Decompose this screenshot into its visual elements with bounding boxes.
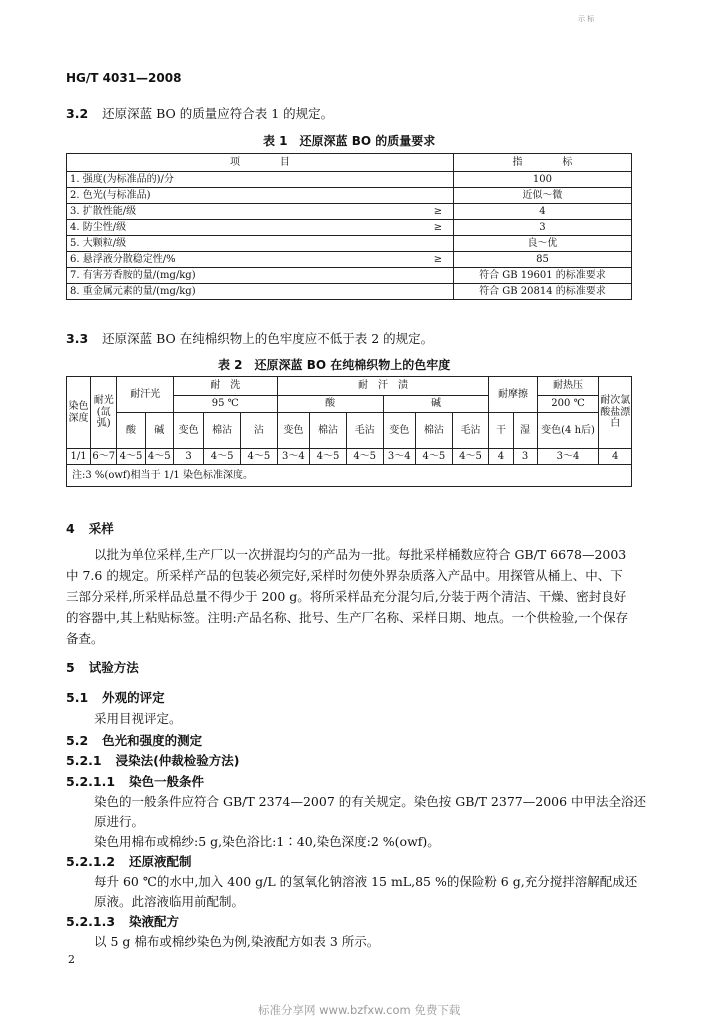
section-number: 3.3	[66, 331, 89, 346]
section-title: 采样	[88, 521, 114, 536]
table-row: 3. 扩散性能/级 ≥ 4	[67, 204, 632, 220]
section-3-3	[66, 329, 433, 347]
sub-wet: 湿	[513, 413, 537, 449]
color-fastness-table	[66, 376, 632, 487]
section-title: 色光和强度的测定	[102, 733, 203, 748]
table-row: 8. 重金属元素的量/(mg/kg) 符合 GB 20814 的标准要求	[67, 284, 632, 300]
section-5-2-1-3-heading	[66, 912, 179, 930]
section-number: 3.2	[66, 106, 89, 121]
quality-requirements-table	[66, 153, 632, 300]
table1-caption: 表 1 还原深蓝 BO 的质量要求	[263, 134, 436, 148]
table-row: 4. 防尘性/级 ≥ 3	[67, 220, 632, 236]
section-5-heading	[66, 658, 139, 676]
paragraph-line: 备查。	[66, 631, 104, 646]
paragraph-line: 的容器中,其上粘贴标签。注明:产品名称、批号、生产厂名称、采样日期、地点。一个供检验,一个保存	[66, 610, 629, 625]
sub-stain-wool: 毛沾	[452, 413, 489, 449]
page-number: 2	[68, 953, 75, 966]
sub-stain-cotton: 棉沾	[310, 413, 347, 449]
section-title: 试验方法	[88, 660, 139, 675]
sub-acid: 酸	[117, 413, 145, 449]
head-perspiration: 耐 汗 渍	[277, 377, 489, 396]
section-4-heading	[66, 519, 114, 537]
paragraph-line: 每升 60 ℃的水中,加入 400 g/L 的氢氧化钠溶液 15 mL,85 %的保险粉 6 g,充分搅拌溶解配成还	[94, 874, 638, 889]
section-5-2-heading	[66, 731, 202, 749]
section-title: 浸染法(仲裁检验方法)	[115, 753, 240, 768]
paragraph-line: 原进行。	[94, 814, 145, 829]
section-title: 外观的评定	[102, 690, 165, 705]
standard-number: HG/T 4031—2008	[66, 71, 182, 85]
sub-alkali: 碱	[145, 413, 173, 449]
head-depth: 染色深度	[67, 377, 91, 449]
sub-dry: 干	[489, 413, 513, 449]
table2-note: 注:3 %(owf)相当于 1/1 染色标准深度。	[67, 465, 632, 487]
head-wash: 耐 洗	[173, 377, 277, 396]
section-number: 5.2.1.1	[66, 774, 116, 789]
head-rubbing: 耐摩擦	[489, 377, 537, 413]
footer-watermark: 标准分享网 www.bzfxw.com 免费下载	[258, 1003, 461, 1017]
section-number: 5.1	[66, 690, 89, 705]
section-5-1-heading	[66, 688, 165, 706]
section-number: 5.2.1	[66, 753, 102, 768]
table-row: 5. 大颗粒/级 良～优	[67, 236, 632, 252]
table-row: 2. 色光(与标准品) 近似～微	[67, 188, 632, 204]
sub-change: 变色	[277, 413, 309, 449]
head-acid: 酸	[277, 396, 383, 413]
paragraph-line: 中 7.6 的规定。所采样产品的包装必须完好,采样时勿使外界杂质落入产品中。用探管从桶上、中、下	[66, 568, 623, 583]
head-hot-press-temp: 200 ℃	[537, 396, 599, 413]
sub-change-4h: 变色(4 h后)	[537, 413, 599, 449]
section-5-2-1-2-heading	[66, 852, 192, 870]
paragraph-line: 三部分采样,所采样品总量不得少于 200 g。将所采样品充分混匀后,分装于两个清洁、干燥、密封良好	[66, 589, 627, 604]
paragraph-line: 以 5 g 棉布或棉纱染色为例,染液配方如表 3 所示。	[94, 934, 380, 949]
section-title: 还原液配制	[129, 854, 192, 869]
table2-caption: 表 2 还原深蓝 BO 在纯棉织物上的色牢度	[218, 358, 451, 372]
table-row: 7. 有害芳香胺的量/(mg/kg) 符合 GB 19601 的标准要求	[67, 268, 632, 284]
sub-stain-wool: 毛沾	[346, 413, 383, 449]
head-light: 耐光(氙弧)	[91, 377, 117, 449]
paragraph-line: 原液。此溶液临用前配制。	[94, 894, 245, 909]
sub-stain: 沾	[240, 413, 277, 449]
section-3-2	[66, 104, 333, 122]
head-sweat-light: 耐汗光	[117, 377, 174, 413]
sub-change: 变色	[383, 413, 415, 449]
section-number: 5	[66, 660, 75, 675]
section-5-2-1-1-heading	[66, 772, 204, 790]
section-text: 还原深蓝 BO 在纯棉织物上的色牢度应不低于表 2 的规定。	[102, 331, 434, 346]
head-hypochlorite: 耐次氯酸盐漂白	[599, 377, 632, 449]
table-row: 1/1 6～7 4～5 4～5 3 4～5 4～5 3～4 4～5 4～5 3～4 4～5 4～5 4 3 3～4 4	[67, 449, 632, 465]
head-hot-press: 耐热压	[537, 377, 599, 396]
table1-head-item: 项 目	[67, 154, 454, 172]
section-title: 染液配方	[129, 914, 180, 929]
section-title: 染色一般条件	[129, 774, 205, 789]
sub-stain-cotton: 棉沾	[204, 413, 241, 449]
paragraph-line: 以批为单位采样,生产厂以一次拼混均匀的产品为一批。每批采样桶数应符合 GB/T 6678—2003	[94, 547, 627, 562]
corner-mark: 示 标	[578, 15, 595, 23]
head-wash-temp: 95 ℃	[173, 396, 277, 413]
section-5-2-1-heading	[66, 751, 240, 769]
section-text: 还原深蓝 BO 的质量应符合表 1 的规定。	[102, 106, 334, 121]
head-alkali: 碱	[383, 396, 489, 413]
table-row: 6. 悬浮液分散稳定性/% ≥ 85	[67, 252, 632, 268]
sub-stain-cotton: 棉沾	[416, 413, 453, 449]
section-number: 5.2	[66, 733, 89, 748]
section-number: 5.2.1.3	[66, 914, 116, 929]
table-row: 1. 强度(为标准品的)/分 100	[67, 172, 632, 188]
paragraph-line: 染色用棉布或棉纱:5 g,染色浴比:1∶40,染色深度:2 %(owf)。	[94, 834, 440, 849]
paragraph-line: 采用目视评定。	[94, 711, 182, 726]
section-number: 5.2.1.2	[66, 854, 116, 869]
table1-head-index: 指 标	[453, 154, 631, 172]
section-number: 4	[66, 521, 75, 536]
sub-change: 变色	[173, 413, 203, 449]
paragraph-line: 染色的一般条件应符合 GB/T 2374—2007 的有关规定。染色按 GB/T 2377—2006 中甲法全浴还	[94, 794, 647, 809]
